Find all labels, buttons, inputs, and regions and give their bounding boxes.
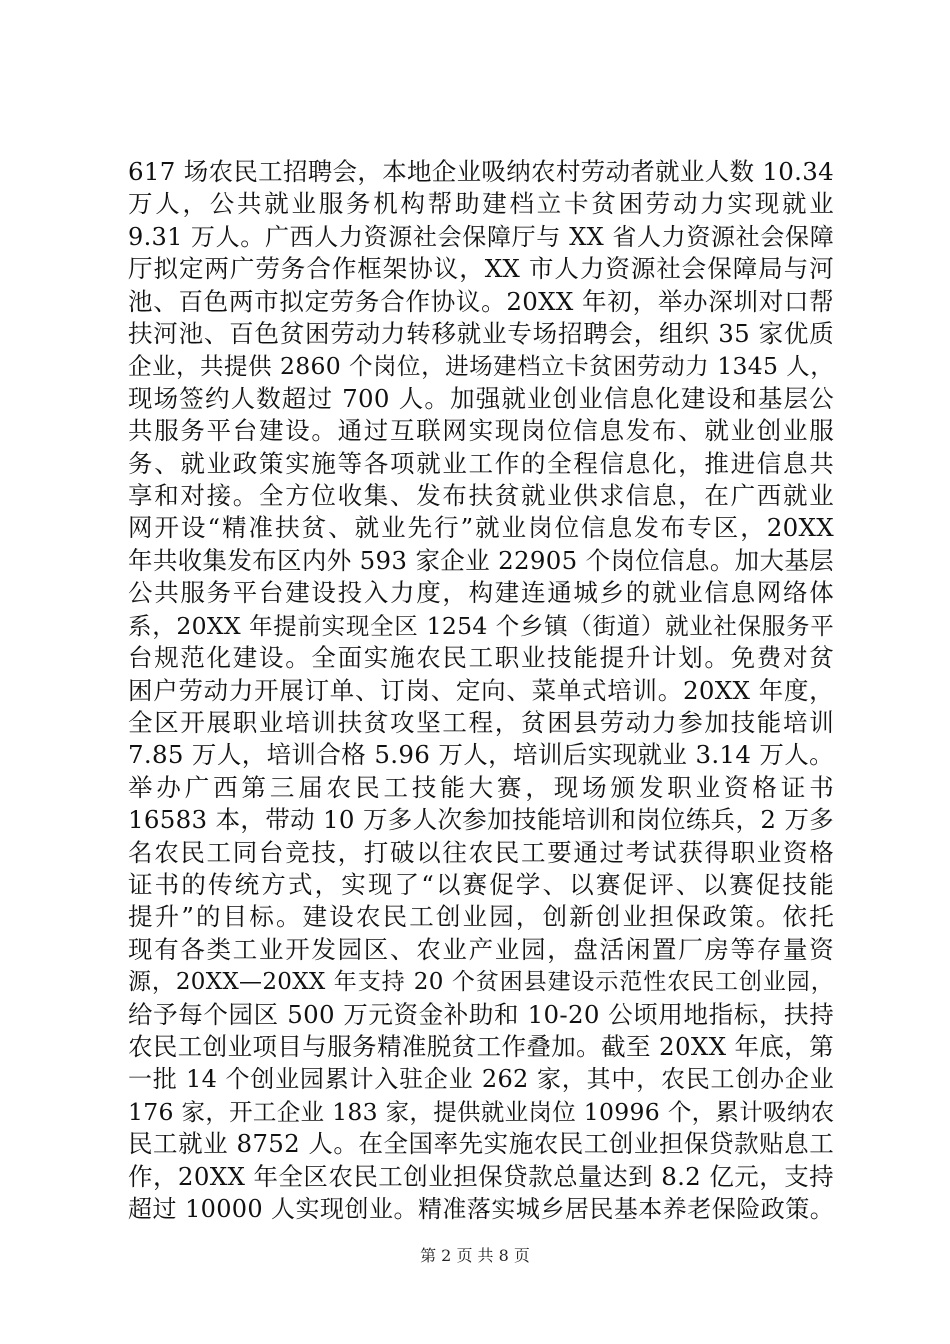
text-line: 系，20XX 年提前实现全区 1254 个乡镇（街道）就业社保服务平 (128, 611, 834, 640)
text-line: 共服务平台建设。通过互联网实现岗位信息发布、就业创业服 (128, 416, 834, 446)
text-line: 年共收集发布区内外 593 家企业 22905 个岗位信息。加大基层 (128, 545, 834, 575)
text-line: 提升”的目标。建设农民工创业园，创新创业担保政策。依托 (128, 902, 834, 932)
text-line: 享和对接。全方位收集、发布扶贫就业供求信息，在广西就业 (128, 481, 834, 511)
text-line: 台规范化建设。全面实施农民工职业技能提升计划。免费对贫 (128, 643, 834, 673)
text-line: 民工就业 8752 人。在全国率先实施农民工创业担保贷款贴息工 (128, 1129, 834, 1159)
text-line: 现场签约人数超过 700 人。加强就业创业信息化建设和基层公 (128, 383, 834, 413)
text-line: 7.85 万人，培训合格 5.96 万人，培训后实现就业 3.14 万人。 (128, 740, 834, 770)
text-line: 超过 10000 人实现创业。精准落实城乡居民基本养老保险政策。 (128, 1195, 834, 1223)
text-line: 扶河池、百色贫困劳动力转移就业专场招聘会，组织 35 家优质 (128, 319, 834, 349)
text-line: 176 家，开工企业 183 家，提供就业岗位 10996 个，累计吸纳农 (128, 1097, 835, 1126)
text-line: 证书的传统方式，实现了“以赛促学、以赛促评、以赛促技能 (128, 869, 834, 899)
text-line: 厅拟定两广劳务合作框架协议，XX 市人力资源社会保障局与河 (128, 254, 834, 284)
text-line: 9.31 万人。广西人力资源社会保障厅与 XX 省人力资源社会保障 (128, 222, 834, 251)
text-line: 617 场农民工招聘会，本地企业吸纳农村劳动者就业人数 10.34 (128, 157, 834, 186)
text-line: 企业，共提供 2860 个岗位，进场建档立卡贫困劳动力 1345 人， (128, 352, 834, 381)
text-line: 16583 本，带动 10 万多人次参加技能培训和岗位练兵，2 万多 (128, 805, 834, 835)
text-line: 全区开展职业培训扶贫攻坚工程，贫困县劳动力参加技能培训 (128, 707, 834, 737)
body-paragraph (128, 156, 834, 1225)
text-line: 源，20XX—20XX 年支持 20 个贫困县建设示范性农民工创业园， (128, 969, 834, 996)
text-line: 池、百色两市拟定劳务合作协议。20XX 年初，举办深圳对口帮 (128, 286, 834, 316)
text-line: 给予每个园区 500 万元资金补助和 10-20 公顷用地指标，扶持 (128, 999, 834, 1029)
text-line: 一批 14 个创业园累计入驻企业 262 家，其中，农民工创办企业 (128, 1065, 834, 1094)
page-footer: 第 2 页 共 8 页 (420, 1246, 530, 1265)
text-line: 万人，公共就业服务机构帮助建档立卡贫困劳动力实现就业 (128, 189, 834, 219)
text-line: 农民工创业项目与服务精准脱贫工作叠加。截至 20XX 年底，第 (128, 1031, 834, 1061)
text-line: 务、就业政策实施等各项就业工作的全程信息化，推进信息共 (128, 448, 834, 478)
text-line: 困户劳动力开展订单、订岗、定向、菜单式培训。20XX 年度， (128, 675, 834, 705)
text-line: 公共服务平台建设投入力度，构建连通城乡的就业信息网络体 (128, 578, 834, 608)
text-line: 现有各类工业开发园区、农业产业园，盘活闲置厂房等存量资 (128, 934, 834, 964)
text-line: 作，20XX 年全区农民工创业担保贷款总量达到 8.2 亿元，支持 (128, 1161, 834, 1191)
text-line: 网开设“精准扶贫、就业先行”就业岗位信息发布专区，20XX (128, 513, 834, 543)
text-line: 名农民工同台竞技，打破以往农民工要通过考试获得职业资格 (128, 837, 834, 867)
text-line: 举办广西第三届农民工技能大赛，现场颁发职业资格证书 (128, 772, 834, 802)
